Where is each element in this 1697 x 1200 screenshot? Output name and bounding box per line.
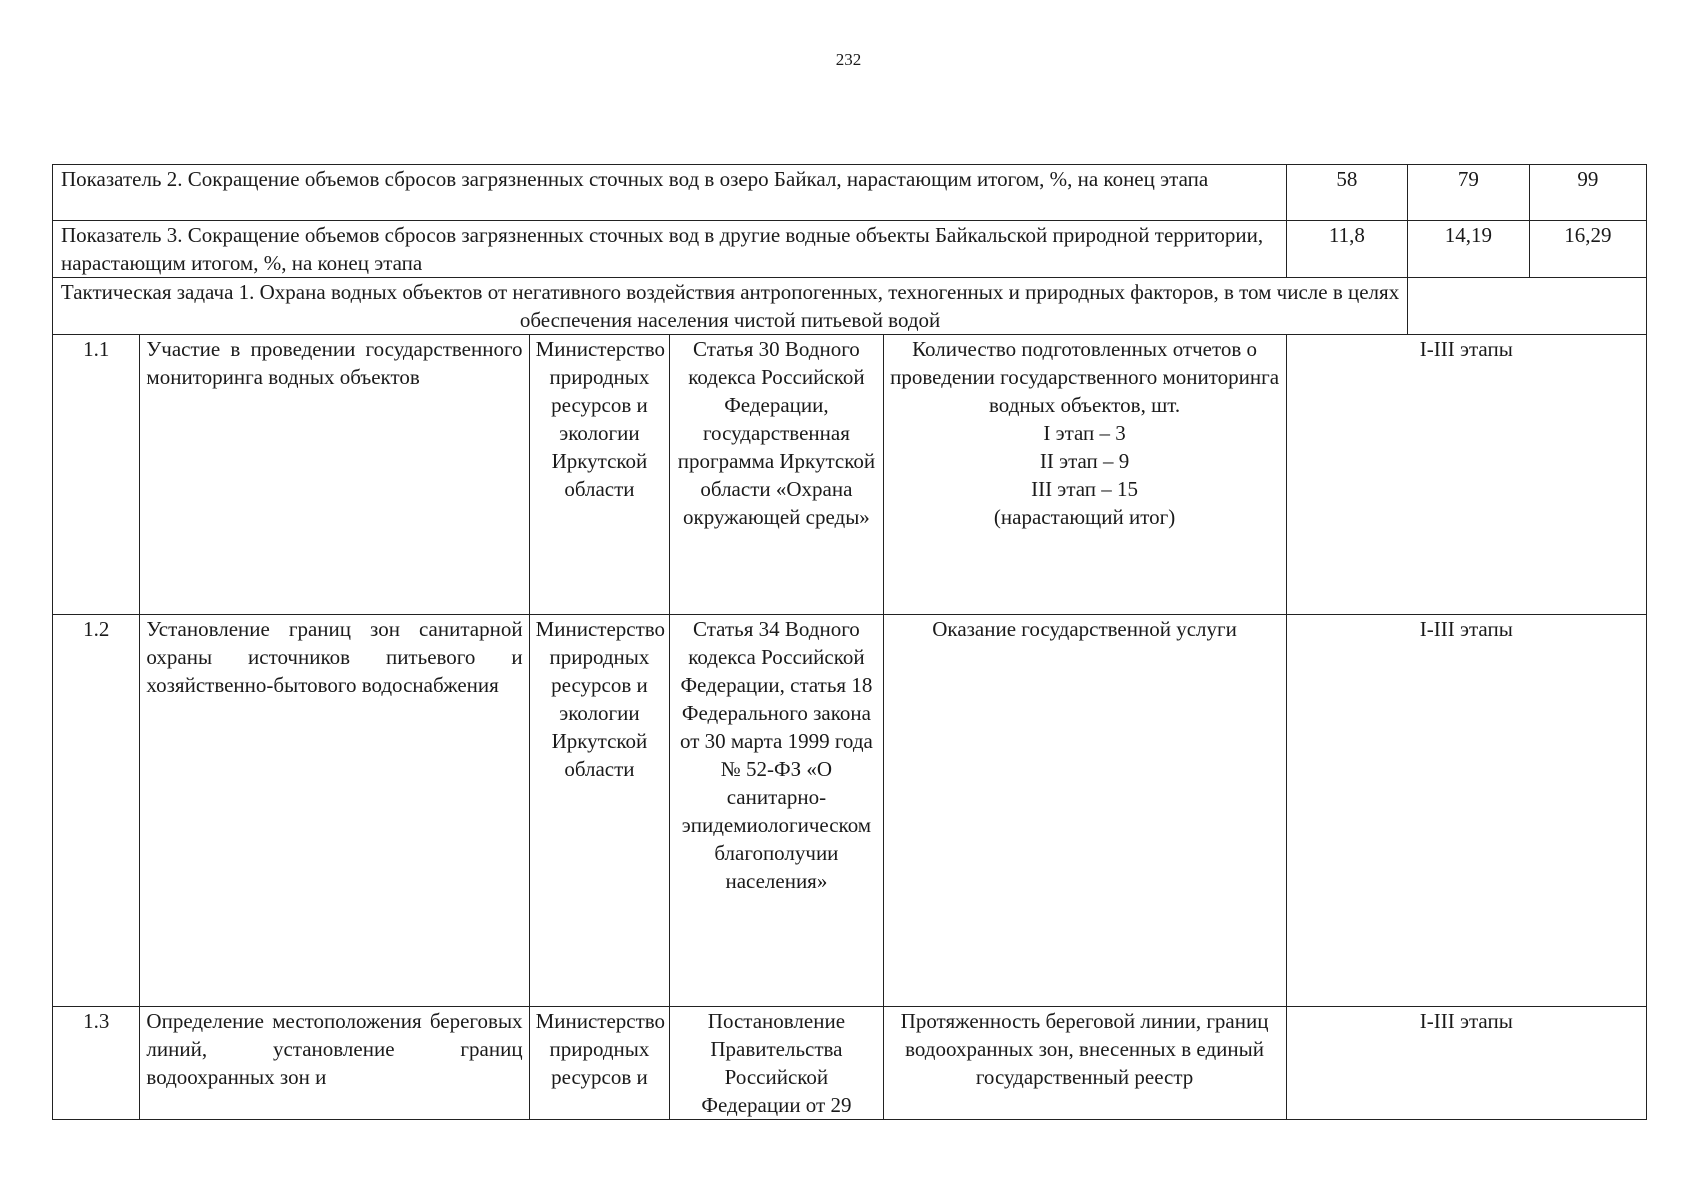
row-number: 1.1	[53, 335, 140, 615]
empty-cell	[1408, 278, 1647, 335]
stages-cell: I-III этапы	[1286, 335, 1646, 615]
indicator-value-stage-1: 11,8	[1286, 221, 1408, 278]
measure-cell: Установление границ зон санитарной охраны источников питьевого и хозяйственно-бытового водоснабжения	[140, 615, 529, 1007]
indicator-value-stage-3: 16,29	[1529, 221, 1646, 278]
executor-cell: Министерство природных ресурсов и	[529, 1007, 670, 1120]
result-cell: Протяженность береговой линии, границ водоохранных зон, внесенных в единый государственный реестр	[883, 1007, 1286, 1120]
table-row	[53, 615, 1647, 1007]
page-number: 232	[835, 50, 862, 69]
indicator-value-stage-2: 14,19	[1408, 221, 1530, 278]
result-cell	[883, 335, 1286, 615]
measure-cell: Определение местоположения береговых линий, установление границ водоохранных зон и	[140, 1007, 529, 1120]
table-row	[53, 335, 1647, 615]
result-line: (нарастающий итог)	[993, 505, 1176, 529]
stages-cell: I-III этапы	[1286, 615, 1646, 1007]
result-cell: Оказание государственной услуги	[883, 615, 1286, 1007]
tactical-task-heading: Тактическая задача 1. Охрана водных объектов от негативного воздействия антропогенных, техногенных и природных факторов, в том числе в целях обеспечения населения чистой питьевой водой	[53, 278, 1408, 335]
legal-basis-cell: Статья 30 Водного кодекса Российской Федерации, государственная программа Иркутской области «Охрана окружающей среды»	[670, 335, 883, 615]
tactical-task-row	[53, 278, 1647, 335]
indicator-text: Показатель 2. Сокращение объемов сбросов загрязненных сточных вод в озеро Байкал, нарастающим итогом, %, на конец этапа	[53, 165, 1287, 221]
result-line: Количество подготовленных отчетов о проведении государственного мониторинга водных объектов, шт.	[890, 337, 1280, 417]
measure-cell: Участие в проведении государственного мониторинга водных объектов	[140, 335, 529, 615]
legal-basis-cell: Постановление Правительства Российской Федерации от 29	[670, 1007, 883, 1120]
result-line: II этап – 9	[1039, 449, 1130, 473]
indicator-value-stage-3: 99	[1529, 165, 1646, 221]
executor-cell: Министерство природных ресурсов и экологии Иркутской области	[529, 615, 670, 1007]
legal-basis-cell: Статья 34 Водного кодекса Российской Федерации, статья 18 Федерального закона от 30 марта 1999 года № 52-ФЗ «О санитарно-эпидемиологическом благополучии населения»	[670, 615, 883, 1007]
result-line: I этап – 3	[1043, 421, 1126, 445]
table-row	[53, 1007, 1647, 1120]
indicator-row	[53, 221, 1647, 278]
indicator-value-stage-2: 79	[1408, 165, 1530, 221]
program-table	[52, 164, 1647, 1120]
result-line: III этап – 15	[1031, 477, 1139, 501]
indicator-text: Показатель 3. Сокращение объемов сбросов загрязненных сточных вод в другие водные объекты Байкальской природной территории, нарастающим итогом, %, на конец этапа	[53, 221, 1287, 278]
indicator-value-stage-1: 58	[1286, 165, 1408, 221]
executor-cell: Министерство природных ресурсов и экологии Иркутской области	[529, 335, 670, 615]
stages-cell: I-III этапы	[1286, 1007, 1646, 1120]
indicator-row	[53, 165, 1647, 221]
row-number: 1.2	[53, 615, 140, 1007]
row-number: 1.3	[53, 1007, 140, 1120]
